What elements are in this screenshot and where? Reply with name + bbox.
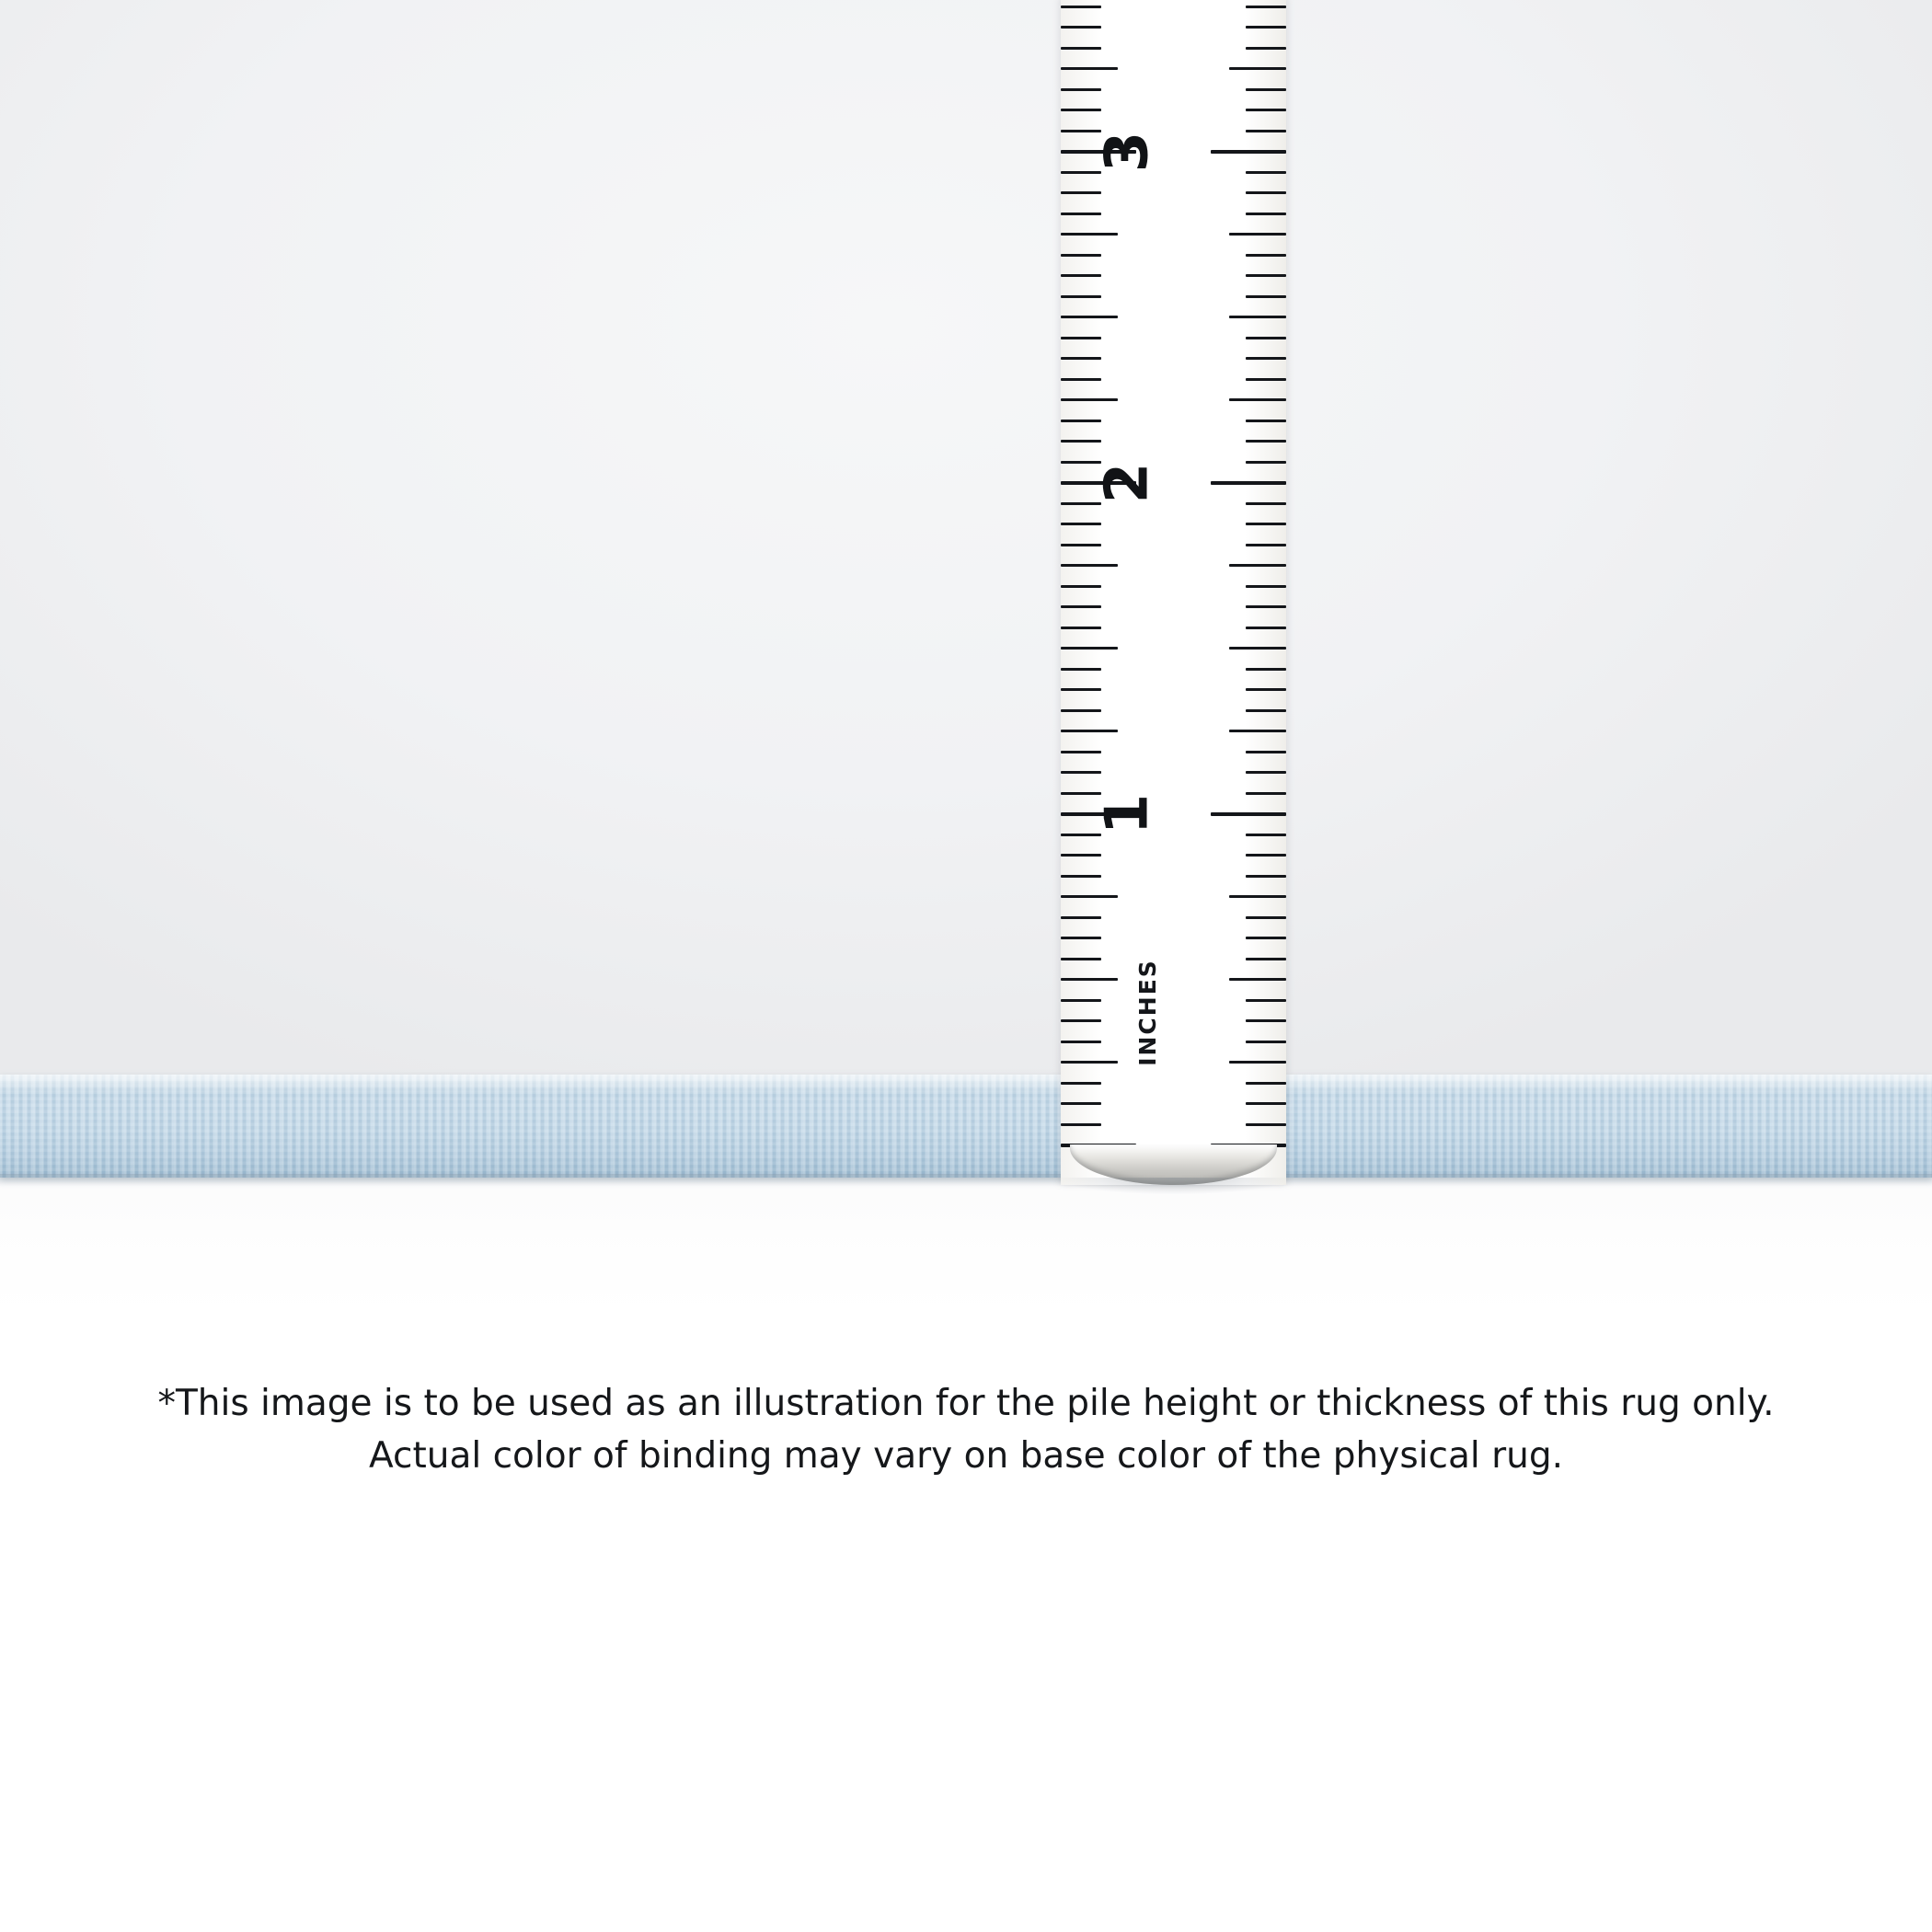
measuring-tape-ruler <box>1061 0 1286 1185</box>
rug-drop-shadow <box>0 1174 1932 1187</box>
ruler-tip-shadow <box>1058 1178 1290 1194</box>
caption-line-1: *This image is to be used as an illustration for the pile height or thickness of this rug only. <box>157 1383 1775 1424</box>
rug-binding-edge <box>0 1075 1932 1178</box>
floor-surface <box>0 1178 1932 1316</box>
ruler-number-3: 3 <box>1093 131 1162 173</box>
ruler-number-2: 2 <box>1093 462 1162 504</box>
ruler-face <box>1061 0 1286 1185</box>
caption-block <box>0 1378 1932 1482</box>
caption-line-2: Actual color of binding may vary on base color of the physical rug. <box>369 1434 1563 1477</box>
ruler-number-1: 1 <box>1093 793 1162 835</box>
rug-edge-highlight <box>0 1075 1932 1095</box>
ruler-unit-label: INCHES <box>1133 959 1161 1066</box>
